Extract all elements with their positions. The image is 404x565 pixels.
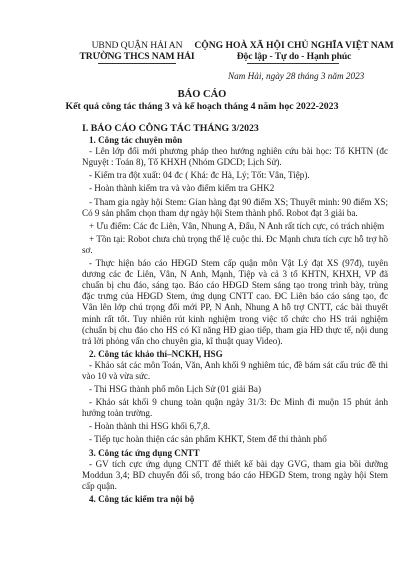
org-name: UBND QUẬN HẢI AN <box>91 40 183 51</box>
paragraph: - Khảo sát các môn Toán, Văn, Anh khối 9 nghiêm túc, đề bám sát cấu trúc đề thi vào 10 và vừa sức. <box>82 359 388 381</box>
subsection-heading: 2. Công tác khảo thí–NCKH, HSG <box>89 348 223 359</box>
paragraph: - Kiểm tra đột xuất: 04 đc ( Khá: đc Hà, Lý; Tốt: Vân, Tiệp). <box>89 170 310 181</box>
paragraph: - Tiếp tục hoàn thiện các sản phẩm KHKT, Stem để thi thành phố <box>89 434 327 445</box>
header-right-underline <box>247 63 339 64</box>
nation-motto: Độc lập - Tự do - Hạnh phúc <box>236 51 352 62</box>
paragraph: - Thực hiện báo cáo HĐGD Stem cấp quận môn Vật Lý đạt XS (97đ), tuyên dương các đc Liên, Vân, N Anh, Mạnh, Tiệp và cả 3 tổ KHTN, KHXH, VP đã chuẩn bị chu đáo, sáng tạo. Báo cáo HĐGD Stem sáng tạo trong trình bày, trùng đặc trưng của HĐGD Stem, ứng dụng CNTT cao. ĐC Liên báo cáo sáng tạo, đc Vân lên lớp chú trọng đổi mới PP, N Anh, Nhung A hỗ trợ CNTT, các bài thuyết minh rất tốt. Tuy nhiên rút kinh nghiệm trong việc tổ chức cho HS trải nghiệm (chuẩn bị chu đáo cho HS có Kĩ năng HĐ giao tiếp, tham gia HĐ thực tế, nội dung trả lời phỏng vấn cho chuyên gia, kĩ thuật quay Video). <box>82 258 388 346</box>
document-subtitle: Kết quả công tác tháng 3 và kế hoạch tháng 4 năm học 2022-2023 <box>65 101 339 112</box>
paragraph: - Hoàn thành thi HSG khối 6,7,8. <box>89 421 210 432</box>
subsection-heading: 4. Công tác kiểm tra nội bộ <box>89 493 195 504</box>
document-date: Nam Hải, ngày 28 tháng 3 năm 2023 <box>228 71 365 81</box>
paragraph: + Tồn tại: Robot chưa chủ trọng thể lệ cuộc thi. Đc Mạnh chưa tích cực hỗ trợ hồ sơ. <box>82 233 388 255</box>
paragraph: + Ưu điểm: Các đc Liên, Vân, Nhung A, Đẩu, N Anh rất tích cực, có trách nhiệm <box>89 220 385 231</box>
paragraph: - Thi HSG thành phố môn Lịch Sử (01 giải Ba) <box>89 384 261 395</box>
paragraph: - Khảo sát khối 9 chung toàn quận ngày 31/3: Đc Minh đi muộn 15 phút ảnh hưởng toàn trường. <box>82 397 388 419</box>
subsection-heading: 3. Công tác ứng dụng CNTT <box>89 447 200 458</box>
paragraph: - Lên lớp đổi mới phương pháp theo hướng nghiên cứu bài học: Tổ KHTN (đc Nguyệt : Toán 8), Tổ KHXH (Nhóm GDCD; Lịch Sử). <box>82 146 388 168</box>
paragraph: - Tham gia ngày hội Stem: Gian hàng đạt 90 điểm XS; Thuyết minh: 90 điểm XS; Có 9 sản phẩm chọn tham dự ngày hội Stem thành phố. Robot đạt 3 giải ba. <box>82 196 388 218</box>
header-left-underline <box>98 63 176 64</box>
paragraph: - GV tích cực ứng dụng CNTT để thiết kế bài dạy GVG, tham gia bồi dưỡng Moddun 3,4; BD chuyển đổi số, trong báo cáo HĐGD Stem, trong ngày hội Stem cấp quận. <box>82 458 388 491</box>
document-body <box>82 123 388 505</box>
paragraph: - Hoàn thành kiểm tra và vào điểm kiểm tra GHK2 <box>89 183 275 194</box>
section-heading: I. BÁO CÁO CÔNG TÁC THÁNG 3/2023 <box>82 123 259 134</box>
subsection-heading: 1. Công tác chuyên môn <box>89 135 183 146</box>
nation-name: CỘNG HOÀ XÃ HỘI CHỦ NGHĨA VIỆT NAM <box>194 40 394 51</box>
school-name: TRƯỜNG THCS NAM HẢI <box>79 51 195 62</box>
header-right <box>189 40 399 62</box>
document-title: BÁO CÁO <box>177 89 227 100</box>
